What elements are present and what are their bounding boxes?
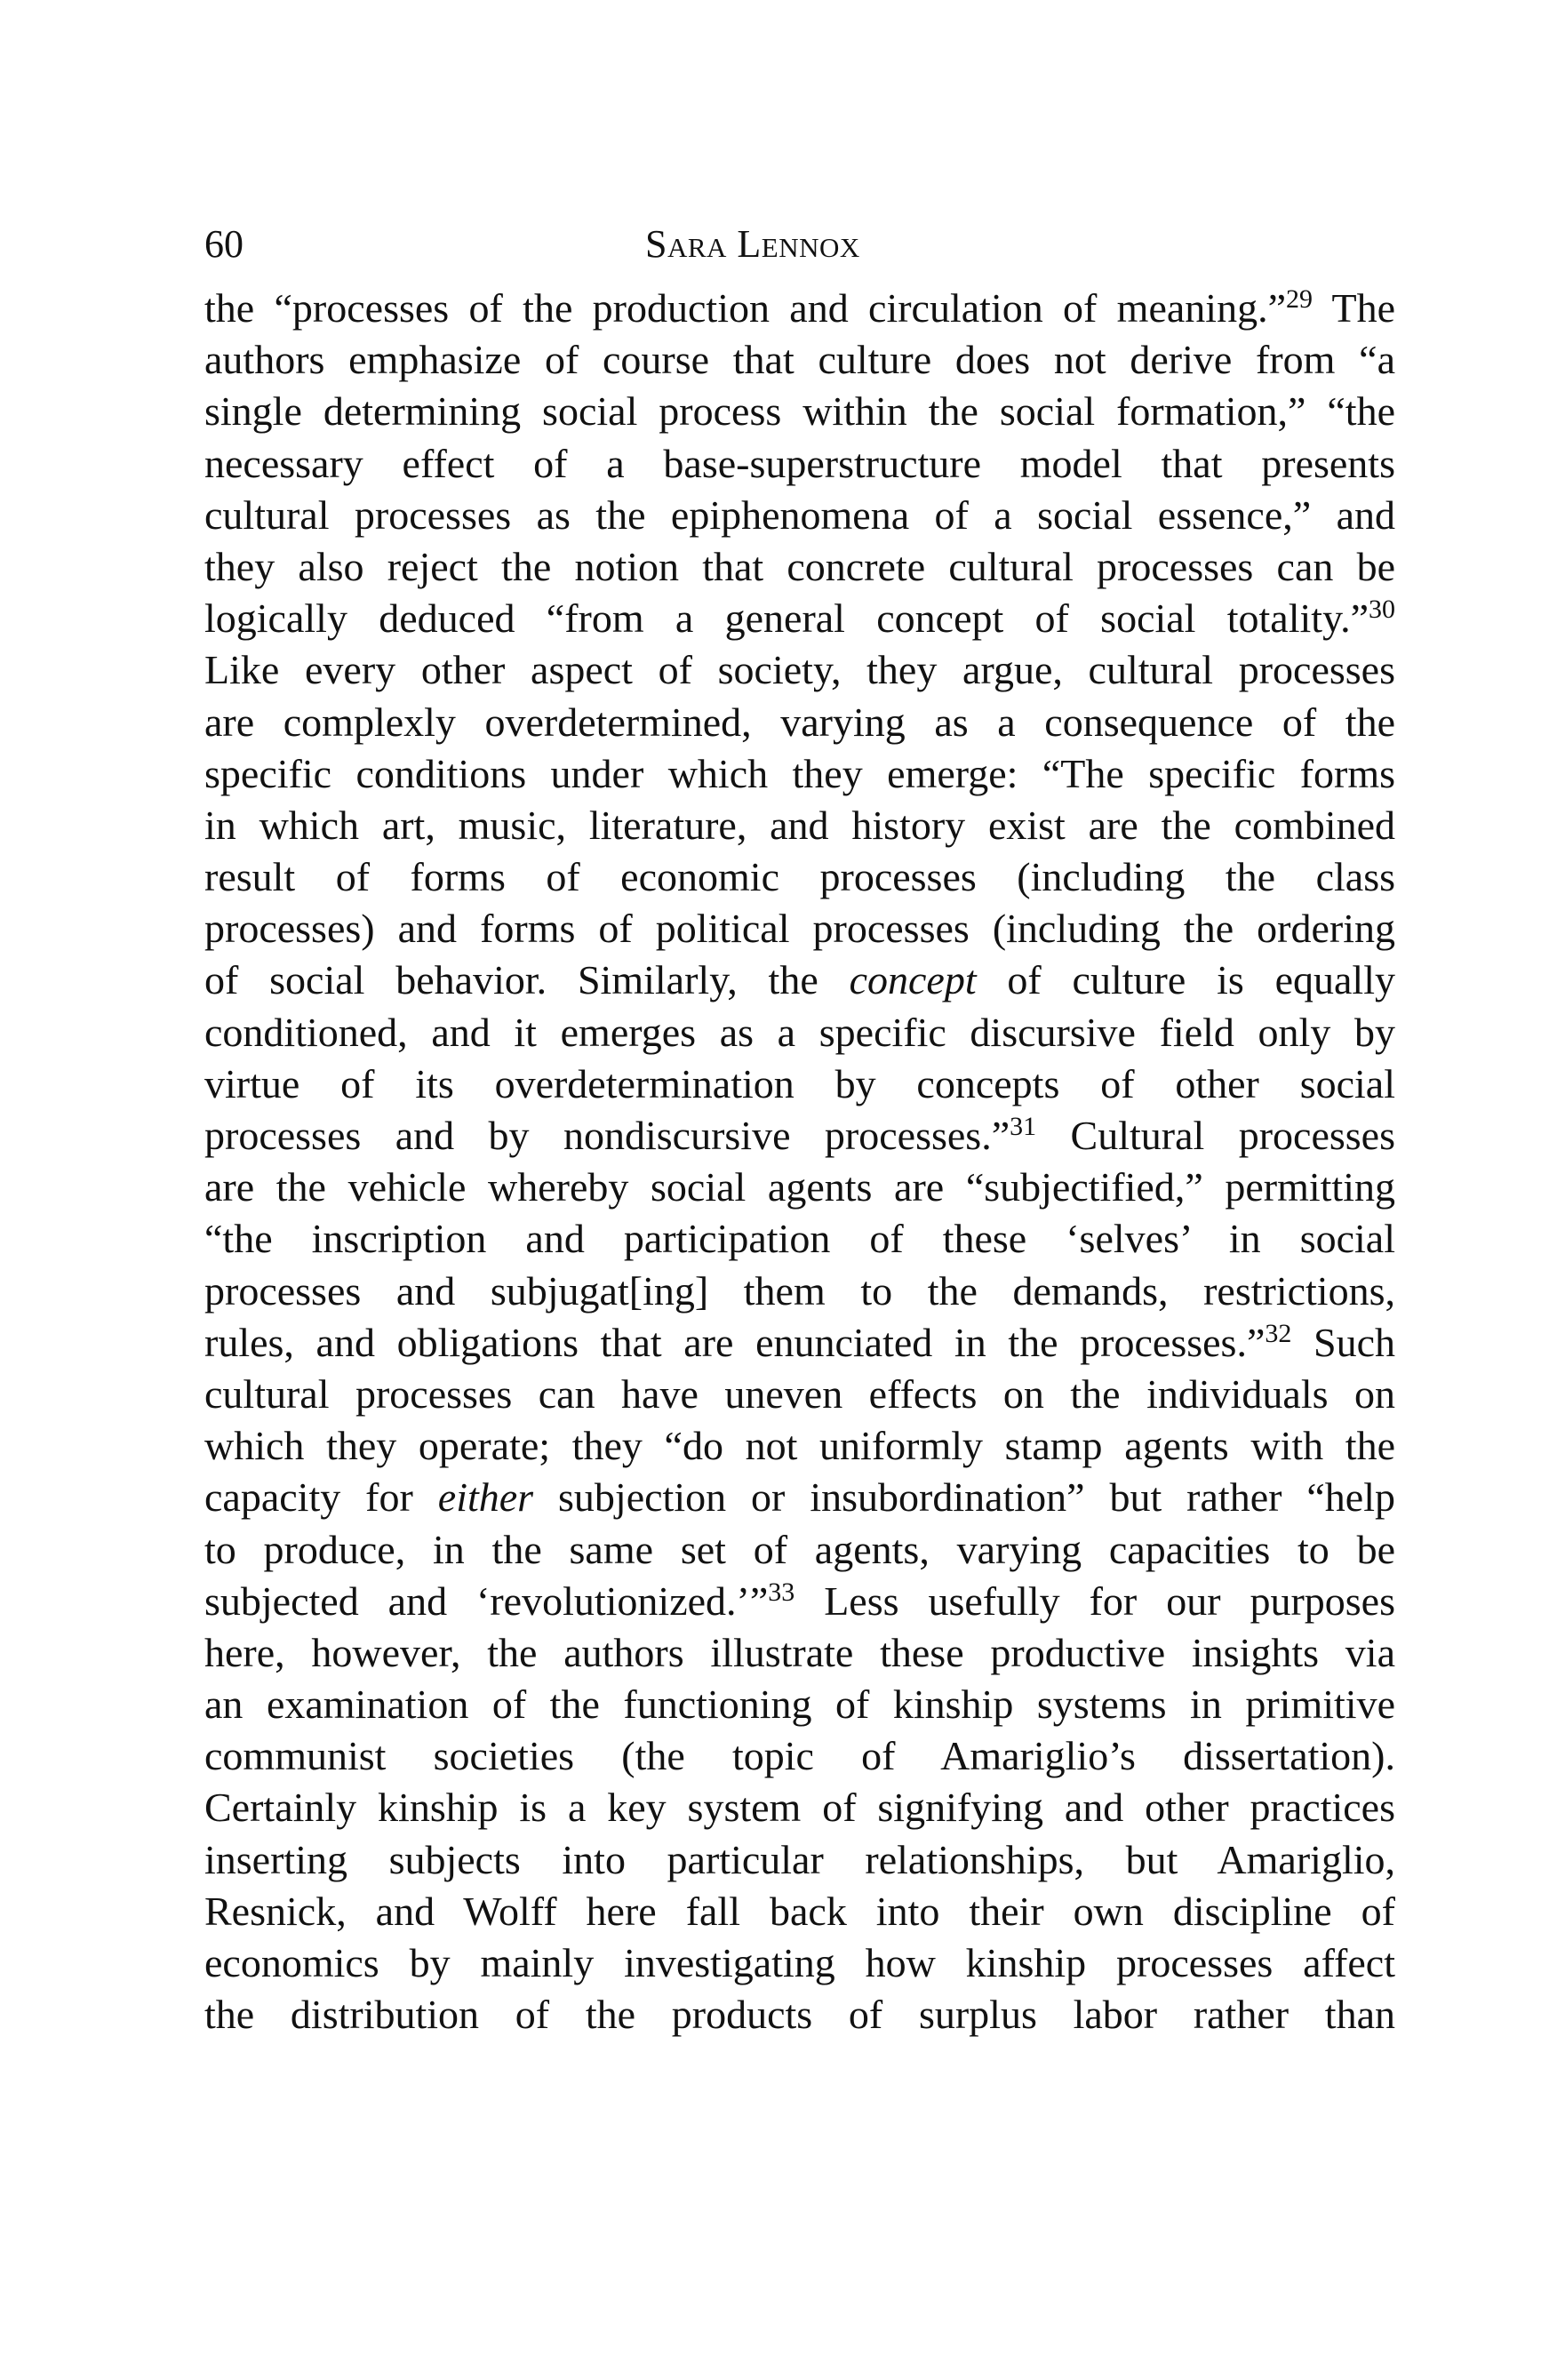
text-run: Certainly kinship is a key system of signifying and other practices — [204, 1785, 1395, 1831]
text-run: necessary effect of a base-superstructure model that presents — [204, 440, 1395, 486]
text-line — [204, 1886, 1395, 1937]
text-run: subjected and ‘revolutionized.’” — [204, 1577, 769, 1624]
text-line — [204, 438, 1395, 490]
text-run: are complexly overdetermined, varying as a consequence of the — [204, 699, 1395, 745]
text-line — [204, 1266, 1395, 1317]
text-line — [204, 748, 1395, 800]
text-run: Resnick, and Wolff here fall back into their own discipline of — [204, 1888, 1395, 1934]
text-line — [204, 954, 1395, 1006]
text-line — [204, 1369, 1395, 1420]
text-run: Less usefully for our purposes — [794, 1577, 1395, 1624]
text-line — [204, 1937, 1395, 1989]
text-line — [204, 1420, 1395, 1472]
text-line — [204, 1989, 1395, 2041]
text-run: the distribution of the products of surplus labor rather than — [204, 1992, 1395, 2038]
text-line — [204, 283, 1395, 334]
text-run: authors emphasize of course that culture does not derive from “a — [204, 337, 1395, 383]
text-run: an examination of the functioning of kinship systems in primitive — [204, 1681, 1395, 1728]
text-run: result of forms of economic processes (including the class — [204, 854, 1395, 900]
text-run: Cultural processes — [1036, 1113, 1395, 1158]
text-line — [204, 1730, 1395, 1782]
text-line — [204, 1472, 1395, 1523]
text-line — [204, 697, 1395, 748]
text-run: Such — [1291, 1319, 1395, 1365]
text-run: processes and by nondiscursive processes.” — [204, 1113, 1010, 1158]
text-run: of culture is equally — [976, 957, 1395, 1003]
text-line — [204, 1162, 1395, 1213]
text-run: single determining social process within the social formation,” “the — [204, 388, 1395, 435]
italic-term: concept — [849, 957, 977, 1003]
italic-term: either — [437, 1474, 534, 1521]
text-run: communist societies (the topic of Amariglio’s dissertation). — [204, 1733, 1395, 1779]
text-line — [204, 1007, 1395, 1058]
text-line — [204, 541, 1395, 593]
text-run: here, however, the authors illustrate these productive insights via — [204, 1629, 1395, 1675]
text-run: Like every other aspect of society, they argue, cultural processes — [204, 647, 1395, 693]
footnote-marker: 33 — [768, 1577, 795, 1607]
text-line — [204, 386, 1395, 437]
text-run: of social behavior. Similarly, the — [204, 957, 850, 1003]
text-line — [204, 593, 1395, 644]
footnote-marker: 32 — [1265, 1318, 1292, 1348]
text-line — [204, 1782, 1395, 1833]
text-line — [204, 851, 1395, 903]
text-line — [204, 1679, 1395, 1730]
text-run: the “processes of the production and circulation of meaning.” — [204, 285, 1286, 331]
text-run: economics by mainly investigating how kinship processes affect — [204, 1940, 1395, 1985]
text-line — [204, 644, 1395, 696]
footnote-marker: 30 — [1369, 595, 1395, 625]
text-line — [204, 903, 1395, 954]
text-run: inserting subjects into particular relationships, but Amariglio, — [204, 1836, 1395, 1882]
text-line — [204, 1058, 1395, 1110]
text-line — [204, 1834, 1395, 1886]
text-line — [204, 800, 1395, 851]
running-title-author: Sara Lennox — [645, 222, 860, 266]
text-line — [204, 1576, 1395, 1627]
text-line — [204, 490, 1395, 541]
text-run: capacity for — [204, 1474, 438, 1521]
page-number: 60 — [204, 222, 244, 266]
text-run: to produce, in the same set of agents, varying capacities to be — [204, 1526, 1395, 1572]
text-line — [204, 1524, 1395, 1576]
text-run: in which art, music, literature, and history exist are the combined — [204, 802, 1395, 848]
footnote-marker: 31 — [1010, 1112, 1037, 1141]
text-line — [204, 1213, 1395, 1265]
footnote-marker: 29 — [1286, 284, 1313, 314]
text-run: rules, and obligations that are enunciated in the processes.” — [204, 1319, 1266, 1365]
text-run: processes and subjugat[ing] them to the demands, restrictions, — [204, 1267, 1395, 1314]
text-run: logically deduced “from a general concept of social totality.” — [204, 595, 1369, 642]
text-line — [204, 1110, 1395, 1162]
text-run: conditioned, and it emerges as a specific discursive field only by — [204, 1009, 1395, 1055]
text-run: cultural processes as the epiphenomena of a social essence,” and — [204, 491, 1395, 538]
text-run: cultural processes can have uneven effects on the individuals on — [204, 1370, 1395, 1417]
body-paragraph — [204, 283, 1395, 2041]
text-run: virtue of its overdetermination by concepts of other social — [204, 1060, 1395, 1106]
text-run: which they operate; they “do not uniformly stamp agents with the — [204, 1423, 1395, 1469]
text-run: they also reject the notion that concrete cultural processes can be — [204, 543, 1395, 589]
text-run: subjection or insubordination” but rather “help — [533, 1474, 1395, 1521]
text-run: processes) and forms of political processes (including the ordering — [204, 906, 1395, 952]
running-head — [204, 213, 1395, 276]
text-line — [204, 334, 1395, 386]
text-run: “the inscription and participation of these ‘selves’ in social — [204, 1216, 1395, 1262]
text-line — [204, 1317, 1395, 1369]
text-line — [204, 1627, 1395, 1679]
text-run: specific conditions under which they emerge: “The specific forms — [204, 750, 1395, 796]
text-run: are the vehicle whereby social agents are “subjectified,” permitting — [204, 1164, 1395, 1210]
text-run: The — [1313, 285, 1396, 331]
